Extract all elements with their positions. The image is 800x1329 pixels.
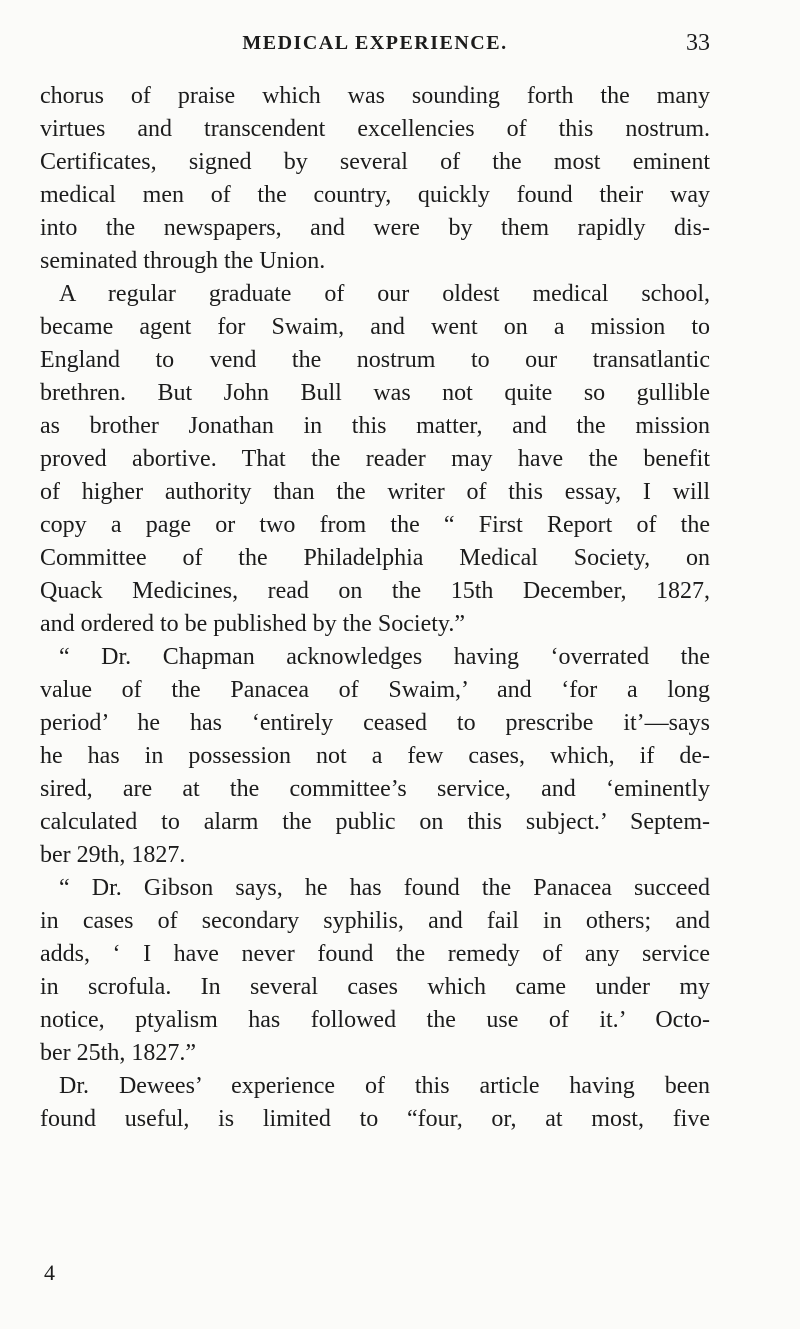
text-line: “ Dr. Chapman acknowledges having ‘overrated the xyxy=(59,644,710,670)
text-line: adds, ‘ I have never found the remedy of any service xyxy=(40,941,710,967)
text-line: Certificates, signed by several of the most eminent xyxy=(40,149,710,175)
text-line: value of the Panacea of Swaim,’ and ‘for a long xyxy=(40,677,710,703)
text-line: of higher authority than the writer of this essay, I will xyxy=(40,479,710,505)
text-line: seminated through the Union. xyxy=(40,248,326,274)
text-line: ber 25th, 1827.” xyxy=(40,1040,196,1066)
text-line: found useful, is limited to “four, or, at most, five xyxy=(40,1106,710,1132)
text-line: in scrofula. In several cases which came under my xyxy=(40,974,710,1000)
text-line: as brother Jonathan in this matter, and the mission xyxy=(40,413,710,439)
book-page xyxy=(40,0,710,1329)
text-line: Quack Medicines, read on the 15th December, 1827, xyxy=(40,578,710,604)
text-line: sired, are at the committee’s service, and ‘eminently xyxy=(40,776,710,802)
text-line: became agent for Swaim, and went on a mission to xyxy=(40,314,710,340)
text-line: copy a page or two from the “ First Report of the xyxy=(40,512,710,538)
signature-mark: 4 xyxy=(44,1260,55,1285)
text-line: England to vend the nostrum to our transatlantic xyxy=(40,347,710,373)
text-line: he has in possession not a few cases, which, if de- xyxy=(40,743,710,769)
text-line: “ Dr. Gibson says, he has found the Panacea succeed xyxy=(59,875,710,901)
text-line: period’ he has ‘entirely ceased to prescribe it’—says xyxy=(40,710,710,736)
body-text xyxy=(40,80,710,1136)
text-line: calculated to alarm the public on this subject.’ Septem- xyxy=(40,809,710,835)
page-number: 33 xyxy=(686,30,710,56)
text-line: and ordered to be published by the Society.” xyxy=(40,611,465,637)
text-line: proved abortive. That the reader may have the benefit xyxy=(40,446,710,472)
text-line: in cases of secondary syphilis, and fail in others; and xyxy=(40,908,710,934)
text-line: brethren. But John Bull was not quite so gullible xyxy=(40,380,710,406)
text-line: notice, ptyalism has followed the use of it.’ Octo- xyxy=(40,1007,710,1033)
text-line: virtues and transcendent excellencies of this nostrum. xyxy=(40,116,710,142)
running-title: MEDICAL EXPERIENCE. xyxy=(242,32,508,54)
text-line: medical men of the country, quickly found their way xyxy=(40,182,710,208)
text-line: chorus of praise which was sounding forth the many xyxy=(40,83,710,109)
running-head xyxy=(40,30,710,60)
text-line: into the newspapers, and were by them rapidly dis- xyxy=(40,215,710,241)
text-line: Committee of the Philadelphia Medical Society, on xyxy=(40,545,710,571)
text-line: ber 29th, 1827. xyxy=(40,842,186,868)
text-line: A regular graduate of our oldest medical school, xyxy=(59,281,710,307)
text-line: Dr. Dewees’ experience of this article having been xyxy=(59,1073,710,1099)
